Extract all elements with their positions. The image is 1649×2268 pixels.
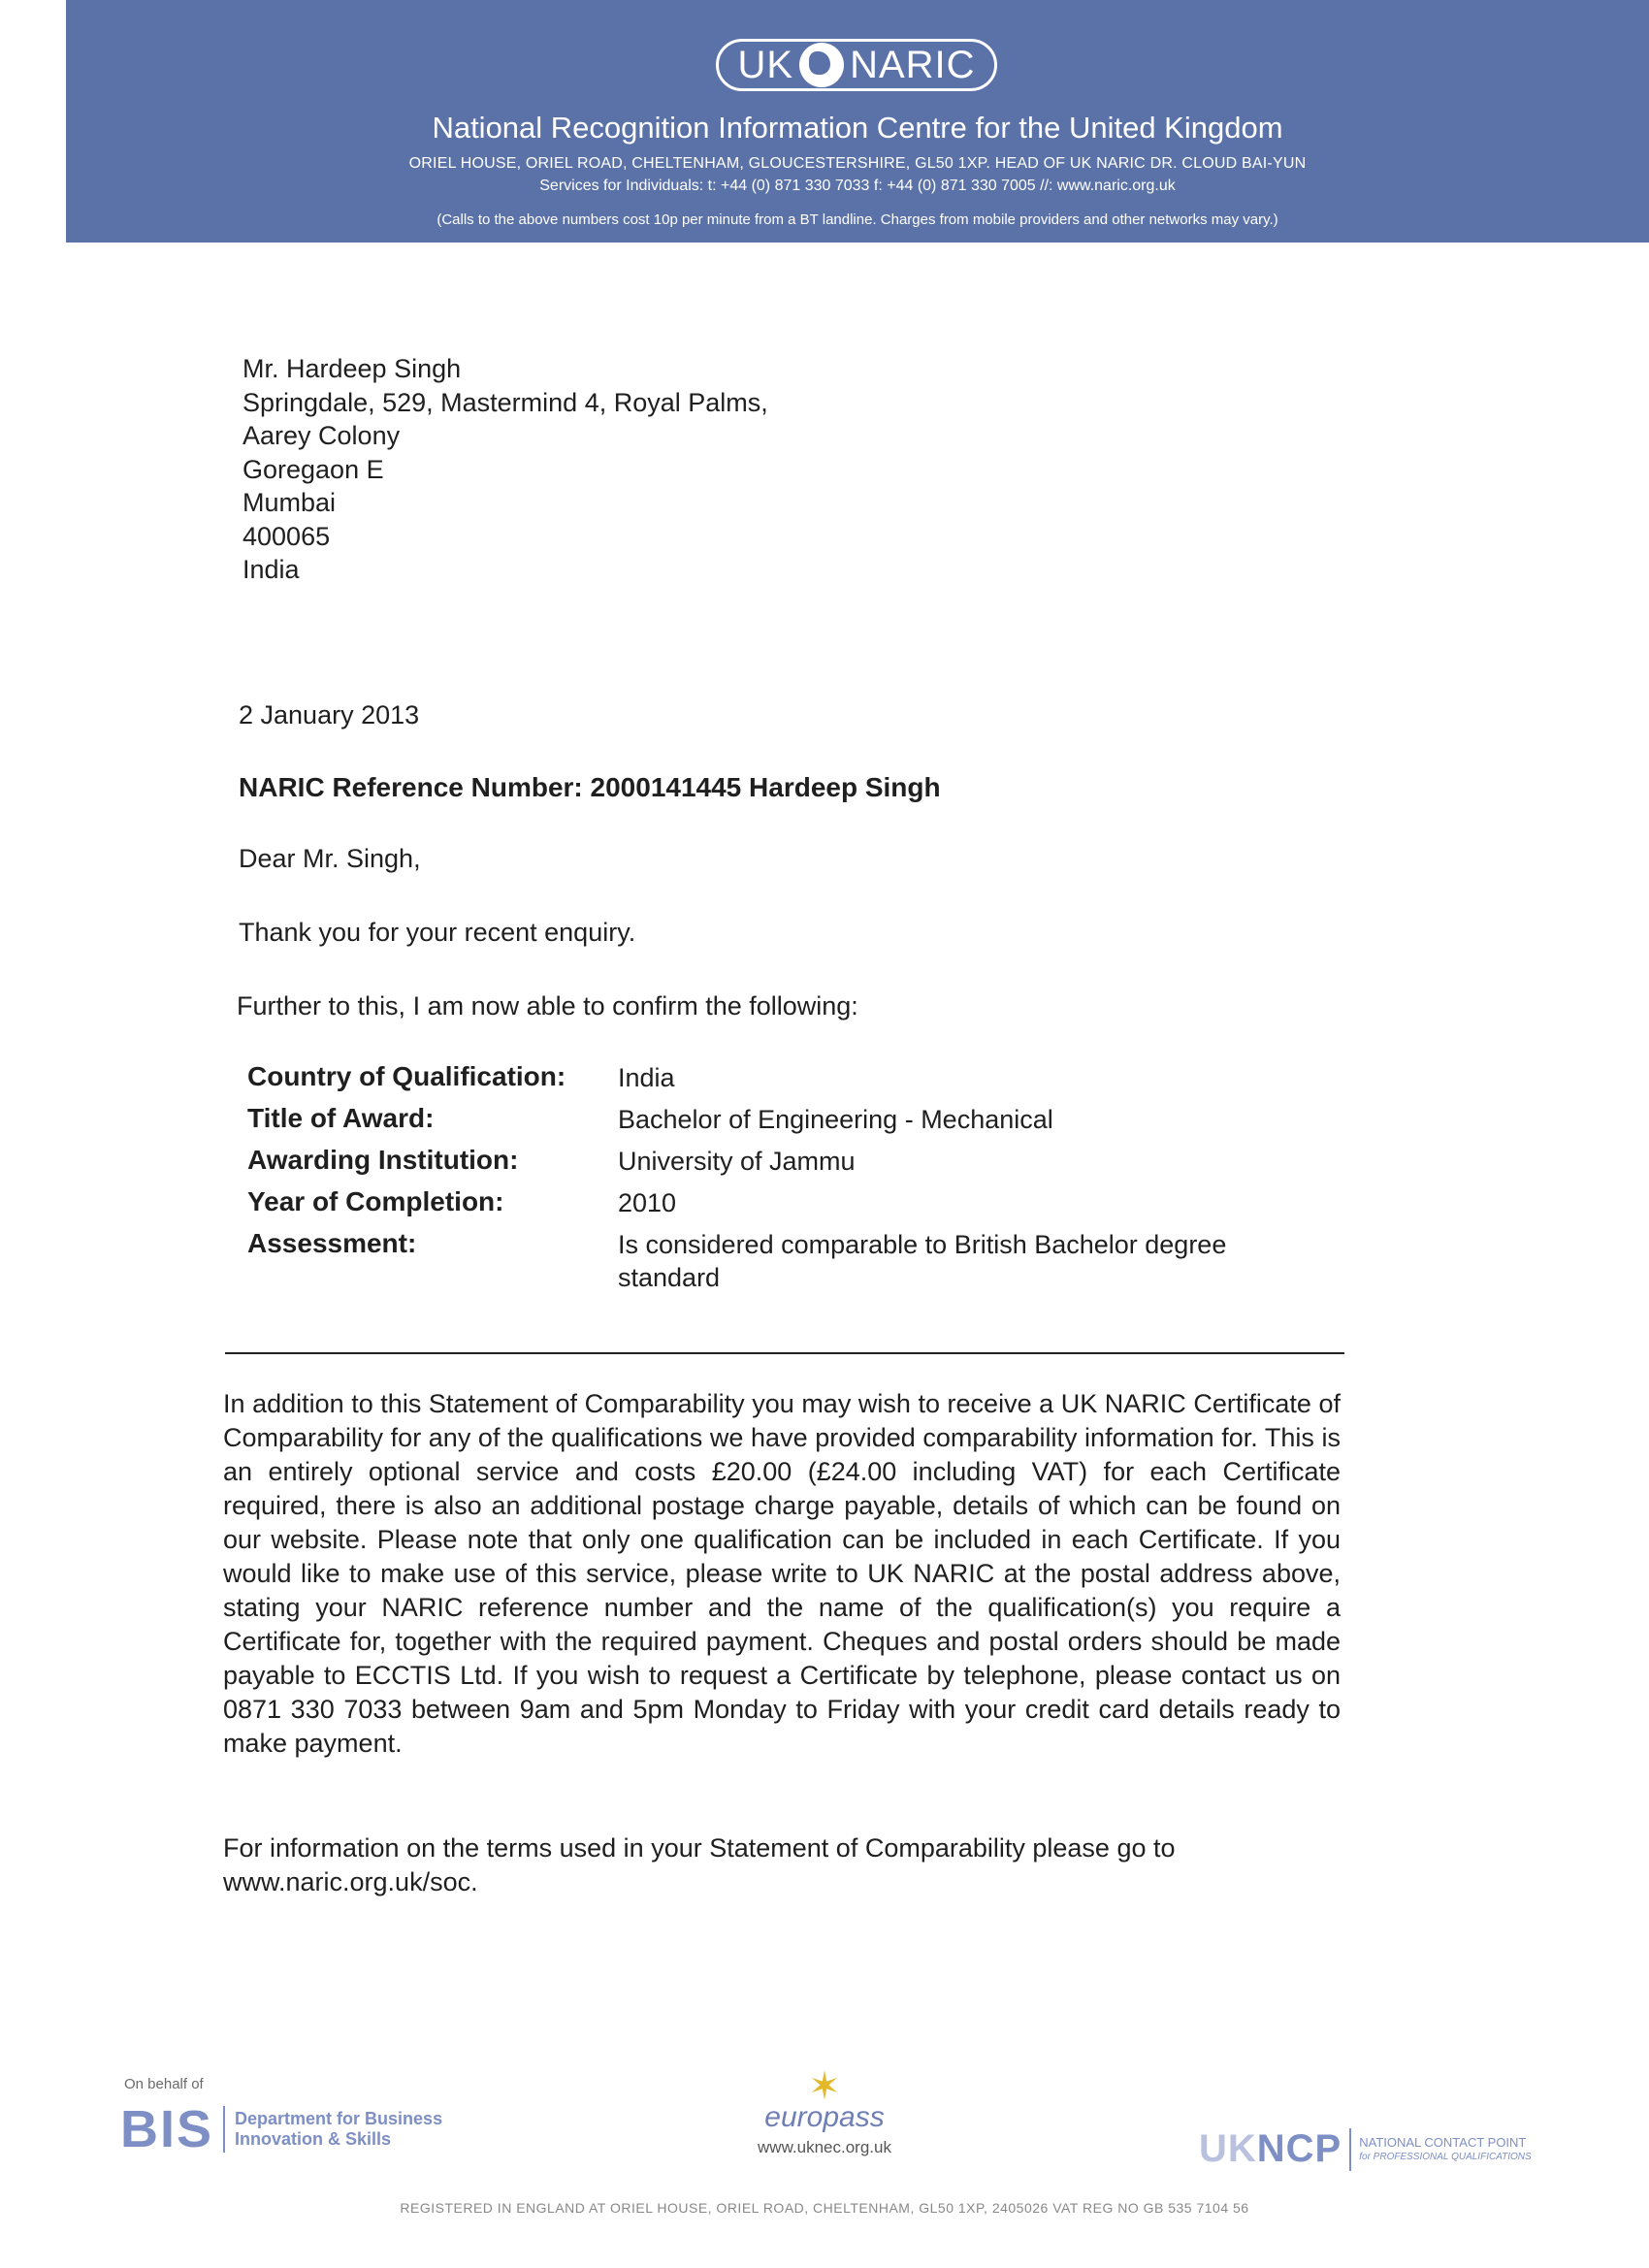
- uk-ncp-name: [1359, 2135, 1531, 2164]
- bis-logo: [120, 2100, 442, 2158]
- letter-date: 2 January 2013: [239, 700, 420, 729]
- detail-label: Title of Award:: [247, 1103, 435, 1133]
- europass-url: www.uknec.org.uk: [758, 2138, 891, 2156]
- detail-row: [247, 1103, 1314, 1145]
- letterhead: [66, 0, 1649, 243]
- logo-naric-text: NARIC: [850, 43, 976, 86]
- star-figure-icon: ✶: [808, 2065, 841, 2108]
- detail-value: India: [618, 1063, 675, 1092]
- bis-line-2: Innovation & Skills: [235, 2129, 392, 2149]
- divider: [1349, 2128, 1351, 2171]
- europass-name: europass: [764, 2101, 885, 2133]
- address-line-1: Springdale, 529, Mastermind 4, Royal Palms,: [242, 387, 768, 417]
- bis-name: [235, 2109, 442, 2150]
- registration-footer: REGISTERED IN ENGLAND AT ORIEL HOUSE, ORIEL ROAD, CHELTENHAM, GL50 1XP, 2405026 VAT REG NO GB 535 7104 56: [400, 2200, 1249, 2216]
- certificate-info-paragraph: In addition to this Statement of Comparability you may wish to receive a UK NARIC Certificate of Comparability for any of the qualifications we have provided comparability information for. This is an entirely optional service and costs £20.00 (£24.00 including VAT) for each Certificate required, there is also an additional postage charge payable, details of which can be found on our website. Please note that only one qualification can be included in each Certificate. If you would like to make use of this service, please write to UK NARIC at the postal address above, stating your NARIC reference number and the name of the qualification(s) you require a Certificate for, together with the required payment. Cheques and postal orders should be made payable to ECCTIS Ltd. If you wish to request a Certificate by telephone, please contact us on 0871 330 7033 between 9am and 5pm Monday to Friday with your credit card details ready to make payment.: [223, 1389, 1341, 1758]
- europass-logo: [747, 2066, 902, 2157]
- call-charges-note: (Calls to the above numbers cost 10p per minute from a BT landline. Charges from mobile providers and other networks may vary.): [436, 211, 1278, 228]
- detail-label: Year of Completion:: [247, 1186, 504, 1216]
- confirmation-intro: Further to this, I am now able to confirm the following:: [237, 991, 858, 1021]
- address-postcode: 400065: [242, 521, 331, 551]
- detail-row: [247, 1061, 1314, 1103]
- qualification-details: [247, 1061, 1314, 1292]
- globe-icon: [799, 43, 844, 87]
- terms-info-paragraph: For information on the terms used in your Statement of Comparability please go to www.naric.org.uk/soc.: [223, 1833, 1176, 1896]
- detail-row: [247, 1228, 1314, 1292]
- detail-value: University of Jammu: [618, 1147, 856, 1176]
- bis-mark: BIS: [120, 2100, 214, 2158]
- detail-row: [247, 1186, 1314, 1228]
- detail-label: Country of Qualification:: [247, 1061, 566, 1091]
- detail-label: Awarding Institution:: [247, 1145, 519, 1175]
- recipient-address: [242, 352, 768, 587]
- reference-number: NARIC Reference Number: 2000141445 Hardeep Singh: [239, 772, 941, 802]
- divider: [223, 2106, 225, 2153]
- on-behalf-label: On behalf of: [124, 2076, 204, 2092]
- organisation-title: National Recognition Information Centre for the United Kingdom: [432, 111, 1283, 145]
- greeting: Dear Mr. Singh,: [239, 844, 421, 873]
- logo-uk-text: UK: [737, 43, 794, 86]
- address-line-3: Goregaon E: [242, 454, 384, 484]
- detail-row: [247, 1145, 1314, 1186]
- uk-ncp-logo: [1199, 2127, 1532, 2171]
- uk-ncp-mark-dark: NCP: [1256, 2127, 1342, 2170]
- contact-numbers: Services for Individuals: t: +44 (0) 871 330 7033 f: +44 (0) 871 330 7005 //: www.naric.org.uk: [539, 178, 1176, 194]
- divider: [225, 1352, 1344, 1354]
- uk-ncp-line-1: NATIONAL CONTACT POINT: [1359, 2134, 1527, 2150]
- thanks-line: Thank you for your recent enquiry.: [239, 918, 636, 947]
- address-city: Mumbai: [242, 488, 337, 517]
- detail-value: Is considered comparable to British Bachelor degree standard: [618, 1230, 1227, 1292]
- uk-ncp-line-2: for PROFESSIONAL QUALIFICATIONS: [1359, 2151, 1532, 2162]
- address-line-2: Aarey Colony: [242, 421, 401, 450]
- detail-value: 2010: [618, 1188, 677, 1217]
- detail-label: Assessment:: [247, 1228, 417, 1258]
- recipient-name: Mr. Hardeep Singh: [242, 354, 462, 383]
- organisation-address: ORIEL HOUSE, ORIEL ROAD, CHELTENHAM, GLOUCESTERSHIRE, GL50 1XP. HEAD OF UK NARIC DR. CLOUD BAI-YUN: [408, 155, 1307, 172]
- bis-line-1: Department for Business: [235, 2109, 443, 2128]
- address-country: India: [242, 555, 300, 584]
- uk-naric-logo: [716, 39, 997, 91]
- detail-value: Bachelor of Engineering - Mechanical: [618, 1105, 1053, 1134]
- uk-ncp-mark-light: UK: [1199, 2127, 1257, 2170]
- uk-ncp-mark: [1199, 2127, 1342, 2171]
